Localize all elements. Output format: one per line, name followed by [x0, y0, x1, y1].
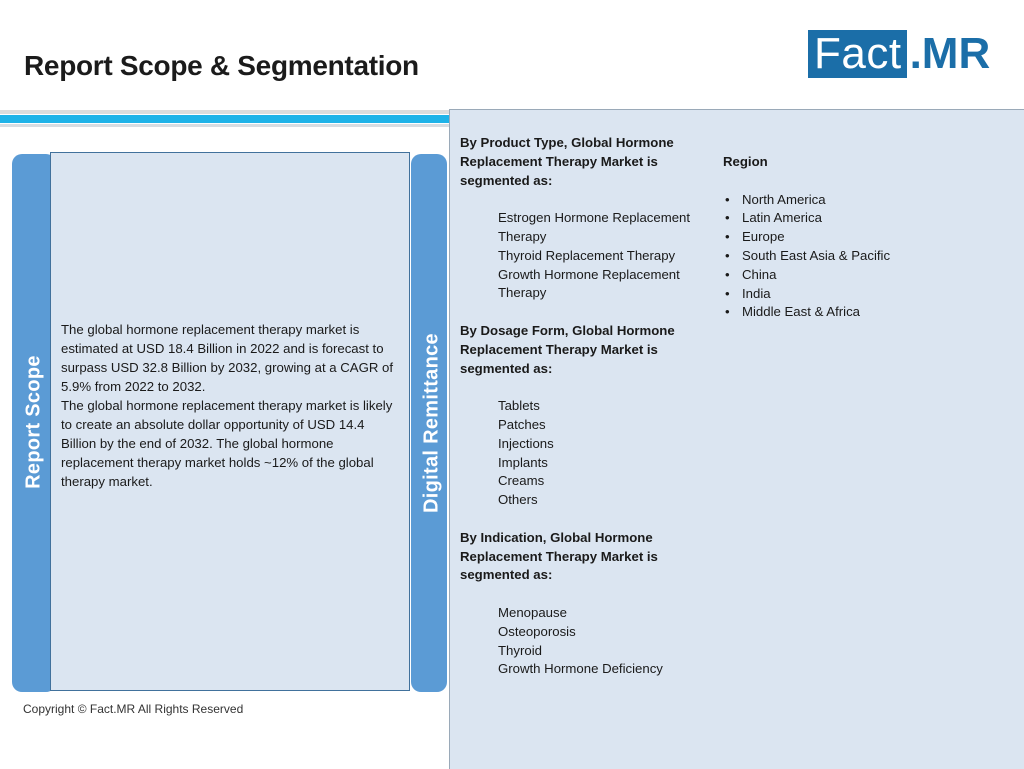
- logo-suffix-text: .MR: [909, 29, 991, 78]
- segment-heading: By Product Type, Global Hormone Replacement Therapy Market is segmented as:: [460, 135, 674, 188]
- bullet-icon: •: [725, 285, 730, 301]
- region-item: [723, 266, 1013, 285]
- segment-item: Creams: [498, 473, 545, 489]
- digital-remittance-label: Digital Remittance: [420, 333, 443, 513]
- bullet-icon: •: [725, 266, 730, 282]
- region-item-label: China: [742, 266, 777, 282]
- segment-heading: By Indication, Global Hormone Replacement Therapy Market is segmented as:: [460, 529, 658, 583]
- segment-item: Estrogen Hormone Replacement Therapy: [498, 210, 691, 244]
- bullet-icon: •: [725, 191, 730, 207]
- region-heading: Region: [723, 154, 768, 169]
- segment-item: Growth Hormone Replacement Therapy: [498, 266, 680, 301]
- product-type-section: [460, 134, 708, 303]
- segment-list: [460, 209, 708, 303]
- region-item: [723, 303, 1013, 322]
- region-item-label: Latin America: [742, 210, 822, 226]
- segment-item: Thyroid Replacement Therapy: [498, 247, 676, 263]
- region-item-label: South East Asia & Pacific: [742, 247, 891, 263]
- report-scope-text: [61, 320, 401, 491]
- segmentation-content: [460, 134, 708, 698]
- scope-paragraph: The global hormone replacement therapy market is estimated at USD 18.4 Billion in 2022 and is forecast to surpass USD 32.8 Billion by 2032, growing at a CAGR of 5.9% from 2022 to 2032.: [61, 322, 394, 394]
- region-item-label: India: [742, 285, 771, 301]
- header-divider-bottom: [0, 124, 450, 127]
- dosage-form-section: [460, 322, 708, 510]
- header-divider-top: [0, 110, 450, 114]
- region-item: [723, 247, 1013, 266]
- region-item: [723, 228, 1013, 247]
- region-item: [723, 191, 1013, 210]
- segment-item: Implants: [498, 454, 548, 470]
- segment-item: Injections: [498, 435, 554, 451]
- segment-heading: By Dosage Form, Global Hormone Replacement Therapy Market is segmented as:: [460, 322, 675, 376]
- bullet-icon: •: [725, 304, 730, 320]
- segment-item: Tablets: [498, 398, 540, 414]
- bullet-icon: •: [725, 229, 730, 245]
- region-item-label: North America: [742, 191, 826, 207]
- region-item: [723, 285, 1013, 304]
- fact-mr-logo: [808, 30, 990, 78]
- region-item-label: Middle East & Africa: [742, 304, 861, 320]
- region-content: [723, 153, 1013, 322]
- segment-item: Osteoporosis: [498, 623, 576, 639]
- page-title: Report Scope & Segmentation: [24, 50, 419, 81]
- bullet-icon: •: [725, 210, 730, 226]
- segment-item: Patches: [498, 416, 546, 432]
- copyright-notice: Copyright © Fact.MR All Rights Reserved: [23, 702, 244, 716]
- region-item-label: Europe: [742, 229, 785, 245]
- indication-section: [460, 529, 708, 679]
- scope-paragraph: The global hormone replacement therapy market is likely to create an absolute dollar opportunity of USD 14.4 Billion by the end of 2032. The global hormone replacement therapy market holds ~12% of the global therapy market.: [61, 398, 393, 489]
- region-item: [723, 209, 1013, 228]
- header-divider-accent: [0, 115, 450, 123]
- region-list: [723, 191, 1013, 323]
- segment-item: Thyroid: [498, 642, 542, 658]
- bullet-icon: •: [725, 247, 730, 263]
- report-scope-label: Report Scope: [22, 355, 45, 489]
- logo-main-text: Fact: [808, 30, 907, 78]
- segment-item: Growth Hormone Deficiency: [498, 661, 663, 677]
- segment-list: [460, 604, 708, 679]
- segment-item: Menopause: [498, 604, 567, 620]
- segment-list: [460, 397, 708, 510]
- segment-item: Others: [498, 492, 538, 508]
